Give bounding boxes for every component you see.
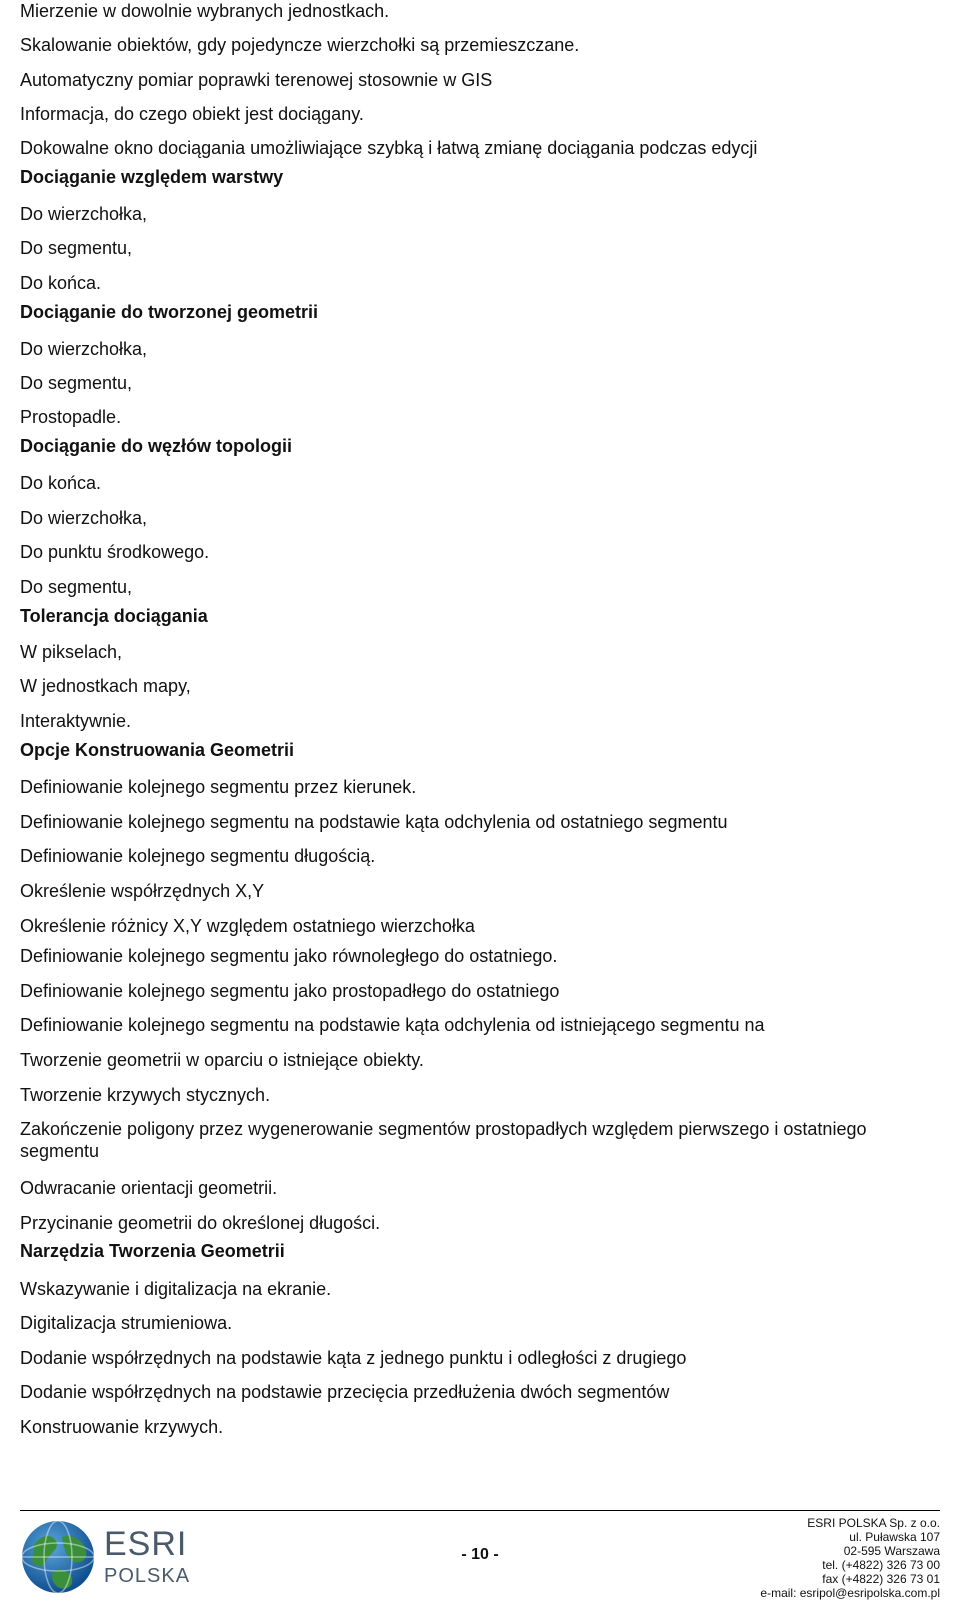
contact-block (760, 1516, 940, 1600)
list-item: Do punktu środkowego. (20, 542, 210, 562)
list-item: Do segmentu, (20, 373, 133, 393)
section-heading: Opcje Konstruowania Geometrii (20, 740, 295, 760)
list-item: Dodanie współrzędnych na podstawie kąta z jednego punktu i odległości z drugiego (20, 1348, 687, 1368)
list-item: Do wierzchołka, (20, 339, 148, 359)
list-item: Do wierzchołka, (20, 204, 148, 224)
section-heading: Dociąganie do węzłów topologii (20, 436, 293, 456)
section-heading: Narzędzia Tworzenia Geometrii (20, 1241, 285, 1261)
section-heading: Dociąganie względem warstwy (20, 167, 284, 187)
contact-line: tel. (+4822) 326 73 00 (822, 1558, 940, 1572)
list-item: Odwracanie orientacji geometrii. (20, 1178, 278, 1198)
list-item: W jednostkach mapy, (20, 676, 191, 696)
list-item: Definiowanie kolejnego segmentu na podstawie kąta odchylenia od ostatniego segmentu (20, 812, 728, 832)
list-item: Dodanie współrzędnych na podstawie przecięcia przedłużenia dwóch segmentów (20, 1382, 670, 1402)
list-item: Określenie różnicy X,Y względem ostatniego wierzchołka (20, 916, 475, 936)
list-item: Tworzenie krzywych stycznych. (20, 1085, 271, 1105)
list-item: Interaktywnie. (20, 711, 132, 731)
list-item: Wskazywanie i digitalizacja na ekranie. (20, 1279, 332, 1299)
list-item: Do końca. (20, 273, 102, 293)
list-item: Definiowanie kolejnego segmentu jako równoległego do ostatniego. (20, 946, 558, 966)
footer-divider (20, 1510, 940, 1511)
list-item: Zakończenie poligony przez wygenerowanie segmentów prostopadłych względem pierwszego i ostatniego segmentu (20, 1119, 867, 1161)
list-item: Określenie współrzędnych X,Y (20, 881, 265, 901)
list-item: Informacja, do czego obiekt jest dociągany. (20, 104, 364, 124)
list-item: Prostopadle. (20, 407, 122, 427)
globe-icon (20, 1515, 96, 1597)
list-item: Digitalizacja strumieniowa. (20, 1313, 233, 1333)
contact-line: 02-595 Warszawa (843, 1544, 940, 1558)
list-item: W pikselach, (20, 642, 123, 662)
list-item: Tworzenie geometrii w oparciu o istniejące obiekty. (20, 1050, 424, 1070)
esri-polska-logo (20, 1515, 200, 1605)
contact-line: ESRI POLSKA Sp. z o.o. (807, 1516, 940, 1530)
contact-line: e-mail: esripol@esripolska.com.pl (760, 1586, 940, 1600)
list-item: Skalowanie obiektów, gdy pojedyncze wierzchołki są przemieszczane. (20, 35, 580, 55)
list-item: Definiowanie kolejnego segmentu na podstawie kąta odchylenia od istniejącego segmentu na (20, 1015, 765, 1035)
list-item: Automatyczny pomiar poprawki terenowej stosownie w GIS (20, 70, 493, 90)
section-heading: Tolerancja dociągania (20, 606, 208, 626)
list-item: Do segmentu, (20, 577, 133, 597)
list-item: Mierzenie w dowolnie wybranych jednostkach. (20, 1, 390, 21)
page-number: - 10 - (461, 1546, 499, 1563)
section-heading: Dociąganie do tworzonej geometrii (20, 302, 319, 322)
contact-line: ul. Puławska 107 (849, 1530, 940, 1544)
list-item: Do końca. (20, 473, 102, 493)
list-item: Definiowanie kolejnego segmentu przez kierunek. (20, 777, 417, 797)
logo-esri-text: ESRI (104, 1525, 188, 1563)
list-item: Do segmentu, (20, 238, 133, 258)
list-item: Do wierzchołka, (20, 508, 148, 528)
logo-polska-text: POLSKA (104, 1565, 191, 1587)
list-item: Konstruowanie krzywych. (20, 1417, 224, 1437)
list-item: Przycinanie geometrii do określonej długości. (20, 1213, 381, 1233)
list-item: Definiowanie kolejnego segmentu jako prostopadłego do ostatniego (20, 981, 560, 1001)
list-item: Dokowalne okno dociągania umożliwiające szybką i łatwą zmianę dociągania podczas edycji (20, 138, 758, 158)
contact-line: fax (+4822) 326 73 01 (822, 1572, 940, 1586)
list-item: Definiowanie kolejnego segmentu długością. (20, 846, 376, 866)
